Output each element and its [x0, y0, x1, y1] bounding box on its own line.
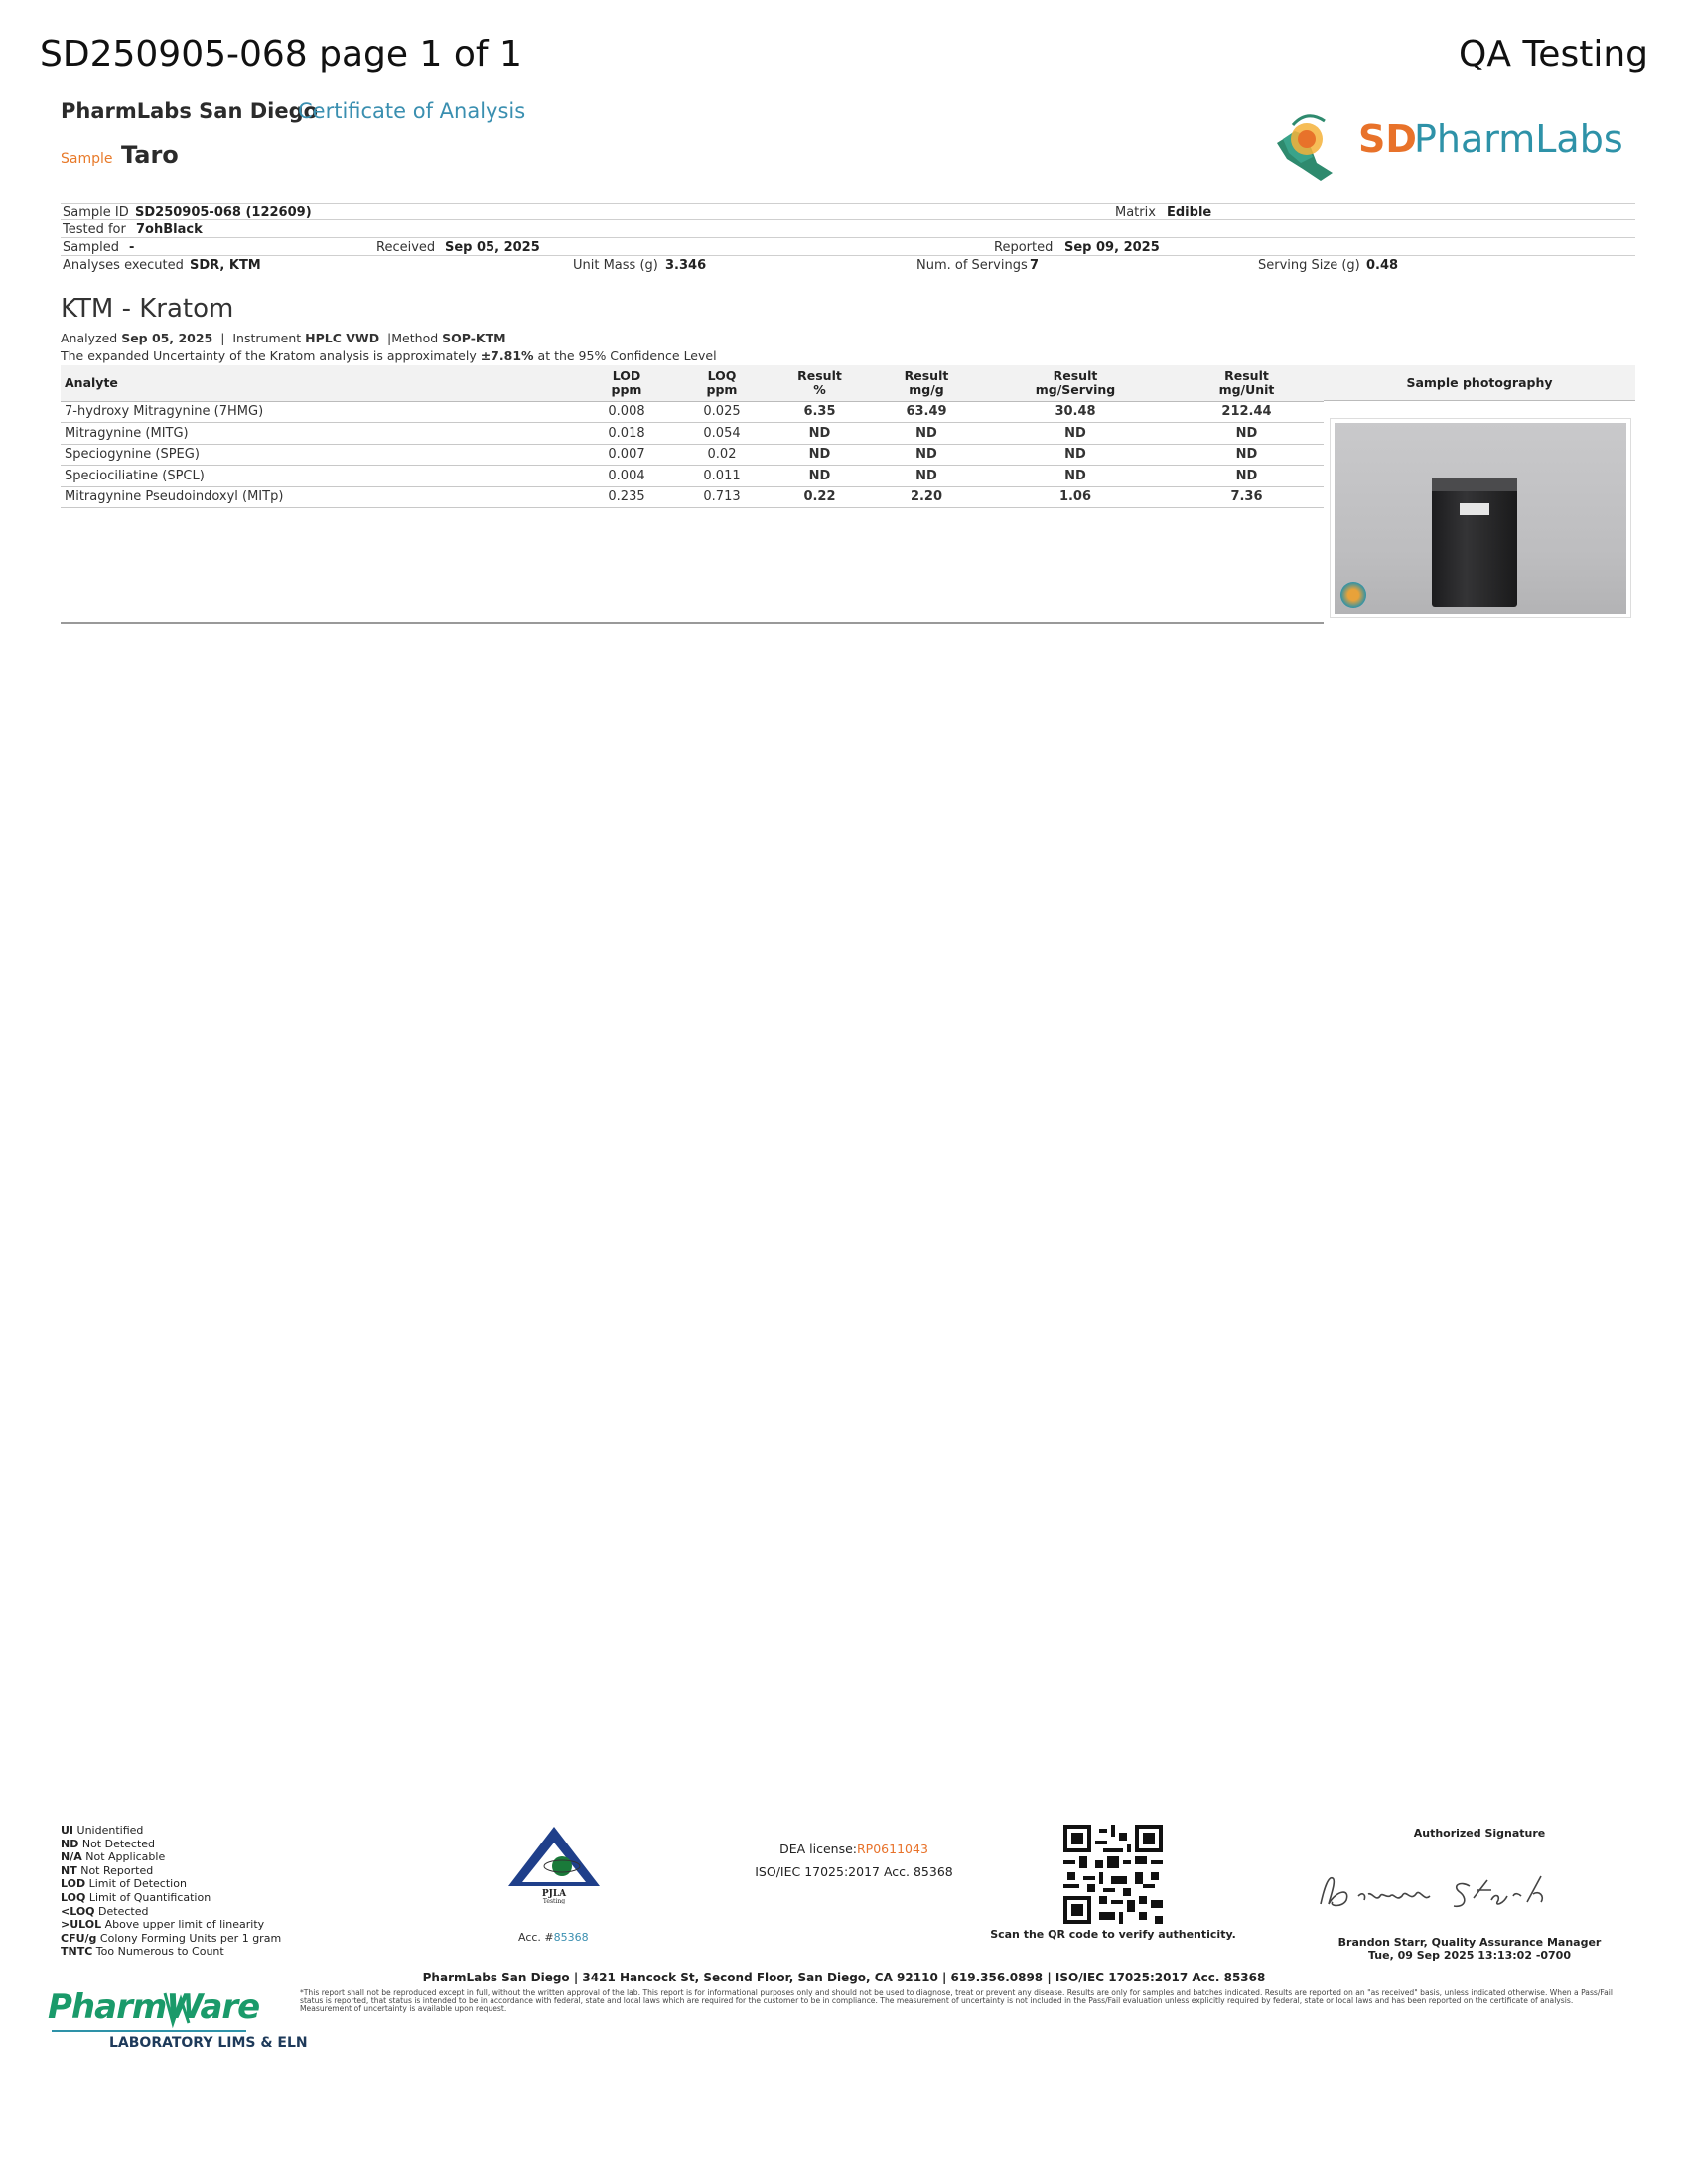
sample-name: Taro: [121, 141, 179, 169]
analyses-label: Analyses executed: [63, 258, 184, 273]
table-row: [61, 486, 1324, 508]
result-pct: 6.35: [768, 401, 872, 423]
signed-timestamp: Tue, 09 Sep 2025 13:13:02 -0700: [1368, 1949, 1571, 1962]
result-mgunit: ND: [1170, 444, 1324, 466]
legend-item: ND Not Detected: [61, 1837, 156, 1850]
legend-item: >ULOL Above upper limit of linearity: [61, 1918, 265, 1932]
loq-value: 0.054: [676, 423, 768, 445]
result-mgunit: ND: [1170, 423, 1324, 445]
analysis-meta: Analyzed Sep 05, 2025 | Instrument HPLC VWD |Method SOP-KTM: [61, 331, 506, 345]
sampled-label: Sampled: [63, 240, 119, 255]
lab-address: PharmLabs San Diego | 3421 Hancock St, Second Floor, San Diego, CA 92110 | 619.356.0898 | ISO/IEC 17025:2017 Acc. 85368: [422, 1971, 1266, 1984]
result-mgg: 2.20: [872, 486, 981, 508]
photo-header: Sample photography: [1324, 365, 1635, 401]
uncertainty-statement: [61, 348, 717, 363]
watermark-logo-icon: [1340, 582, 1366, 608]
unit-mass-label: Unit Mass (g): [573, 258, 658, 273]
analyzed-date: Sep 05, 2025: [121, 331, 213, 345]
legend-item: N/A Not Applicable: [61, 1850, 166, 1864]
matrix-label: Matrix: [1115, 205, 1156, 220]
loq-value: 0.02: [676, 444, 768, 466]
received-value: Sep 05, 2025: [445, 240, 540, 255]
servings-value: 7: [1030, 258, 1040, 273]
col-lod: LOD ppm: [577, 365, 676, 401]
pharmware-subtitle: LABORATORY LIMS & ELN: [109, 2035, 308, 2051]
uncertainty-post: at the 95% Confidence Level: [537, 348, 717, 363]
qr-caption: Scan the QR code to verify authenticity.: [990, 1928, 1236, 1941]
result-pct: ND: [768, 423, 872, 445]
table-row: [61, 401, 1324, 423]
dea-license: DEA license:RP0611043: [779, 1842, 928, 1856]
result-mgserving: ND: [981, 444, 1170, 466]
result-mgserving: ND: [981, 466, 1170, 487]
logo-pharmlabs-text: PharmLabs: [1414, 117, 1623, 161]
result-pct: ND: [768, 466, 872, 487]
received-label: Received: [376, 240, 436, 255]
unit-mass-value: 3.346: [665, 258, 707, 273]
sample-bag-image: [1432, 478, 1517, 607]
col-result-mgunit: Result mg/Unit: [1170, 365, 1324, 401]
col-analyte: Analyte: [61, 365, 577, 401]
result-pct: 0.22: [768, 486, 872, 508]
analyte-name: 7-hydroxy Mitragynine (7HMG): [61, 401, 577, 423]
analyte-name: Mitragynine (MITG): [61, 423, 577, 445]
col-loq: LOQ ppm: [676, 365, 768, 401]
result-mgg: ND: [872, 423, 981, 445]
page-label: SD250905-068 page 1 of 1: [40, 34, 522, 74]
abbreviation-legend: [61, 1824, 281, 1959]
serving-size-value: 0.48: [1366, 258, 1399, 273]
sample-label: Sample: [61, 151, 113, 167]
sample-photo: [1330, 418, 1631, 618]
reported-value: Sep 09, 2025: [1064, 240, 1160, 255]
result-mgunit: ND: [1170, 466, 1324, 487]
legend-item: <LOQ Detected: [61, 1904, 149, 1918]
tested-for-label: Tested for: [63, 222, 126, 237]
legend-item: NT Not Reported: [61, 1863, 154, 1877]
doc-title: Certificate of Analysis: [298, 99, 526, 123]
signer-name: Brandon Starr, Quality Assurance Manager: [1337, 1936, 1602, 1949]
uncertainty-pre: The expanded Uncertainty of the Kratom analysis is approximately: [61, 348, 477, 363]
sampled-value: -: [129, 240, 135, 255]
legend-item: LOD Limit of Detection: [61, 1877, 187, 1891]
sample-id-value: SD250905-068 (122609): [135, 205, 312, 220]
pharmware-name: PharmWare: [48, 1987, 260, 2027]
table-row: [61, 444, 1324, 466]
pjla-accreditation-icon: [504, 1825, 604, 1904]
loq-value: 0.713: [676, 486, 768, 508]
instrument-label: Instrument: [232, 331, 302, 345]
result-mgg: ND: [872, 466, 981, 487]
authorized-signature-label: Authorized Signature: [1413, 1827, 1546, 1840]
table-row: [61, 423, 1324, 445]
legend-item: CFU/g Colony Forming Units per 1 gram: [61, 1931, 282, 1945]
instrument-value: HPLC VWD: [305, 331, 380, 345]
result-mgg: ND: [872, 444, 981, 466]
servings-label: Num. of Servings: [916, 258, 1028, 273]
analyte-name: Speciociliatine (SPCL): [61, 466, 577, 487]
legend-item: TNTC Too Numerous to Count: [61, 1945, 224, 1959]
section-divider: [61, 622, 1324, 624]
method-value: SOP-KTM: [442, 331, 506, 345]
qa-label: QA Testing: [1459, 34, 1648, 74]
lod-value: 0.004: [577, 466, 676, 487]
result-mgserving: ND: [981, 423, 1170, 445]
logo-sd-text: SD: [1358, 117, 1417, 161]
analyzed-label: Analyzed: [61, 331, 118, 345]
lab-name: PharmLabs San Diego: [61, 99, 319, 123]
handwritten-signature: [1311, 1866, 1609, 1916]
lod-value: 0.018: [577, 423, 676, 445]
legend-item: LOQ Limit of Quantification: [61, 1890, 211, 1904]
col-result-pct: Result %: [768, 365, 872, 401]
uncertainty-value: ±7.81%: [480, 348, 534, 363]
col-result-mgserving: Result mg/Serving: [981, 365, 1170, 401]
disclaimer: *This report shall not be reproduced except in full, without the written approval of the lab. This report is for informational purposes only and should not be used to diagnose, treat or prevent any disease. Results are only for samples and batches indicated. Results are reported on an "as received" basis, unless indicated otherwise. When a Pass/Fail status is reported, that status is intended to be in accordance with federal, state and local laws which are required for the customer to be in compliance. The measurement of uncertainty is not included in the Pass/Fail evaluation unless explicitly required by federal, state or local laws and has been reported on the certificate of analysis. Measurement of uncertainty is available upon request.: [300, 1988, 1613, 2014]
lod-value: 0.007: [577, 444, 676, 466]
pjla-accreditation-number: Acc. #85368: [518, 1931, 589, 1944]
result-mgg: 63.49: [872, 401, 981, 423]
svg-text:Testing: Testing: [542, 1898, 566, 1904]
matrix-value: Edible: [1167, 205, 1212, 220]
sample-id-label: Sample ID: [63, 205, 129, 220]
result-mgserving: 1.06: [981, 486, 1170, 508]
lod-value: 0.235: [577, 486, 676, 508]
analyses-value: SDR, KTM: [190, 258, 261, 273]
loq-value: 0.011: [676, 466, 768, 487]
svg-text:PJLA: PJLA: [541, 1889, 567, 1899]
results-table: [61, 365, 1324, 508]
result-mgunit: 212.44: [1170, 401, 1324, 423]
qr-code-icon[interactable]: [1063, 1825, 1163, 1924]
section-title: KTM - Kratom: [61, 294, 234, 324]
analyte-name: Mitragynine Pseudoindoxyl (MITp): [61, 486, 577, 508]
legend-item: UI Unidentified: [61, 1824, 144, 1837]
iso-accreditation: ISO/IEC 17025:2017 Acc. 85368: [755, 1864, 953, 1879]
result-mgserving: 30.48: [981, 401, 1170, 423]
table-row: [61, 466, 1324, 487]
method-label: Method: [391, 331, 439, 345]
loq-value: 0.025: [676, 401, 768, 423]
lod-value: 0.008: [577, 401, 676, 423]
table-header-row: [61, 365, 1324, 401]
analyte-name: Speciogynine (SPEG): [61, 444, 577, 466]
tested-for-value: 7ohBlack: [136, 222, 203, 237]
result-mgunit: 7.36: [1170, 486, 1324, 508]
reported-label: Reported: [994, 240, 1054, 255]
result-pct: ND: [768, 444, 872, 466]
col-result-mgg: Result mg/g: [872, 365, 981, 401]
serving-size-label: Serving Size (g): [1258, 258, 1360, 273]
